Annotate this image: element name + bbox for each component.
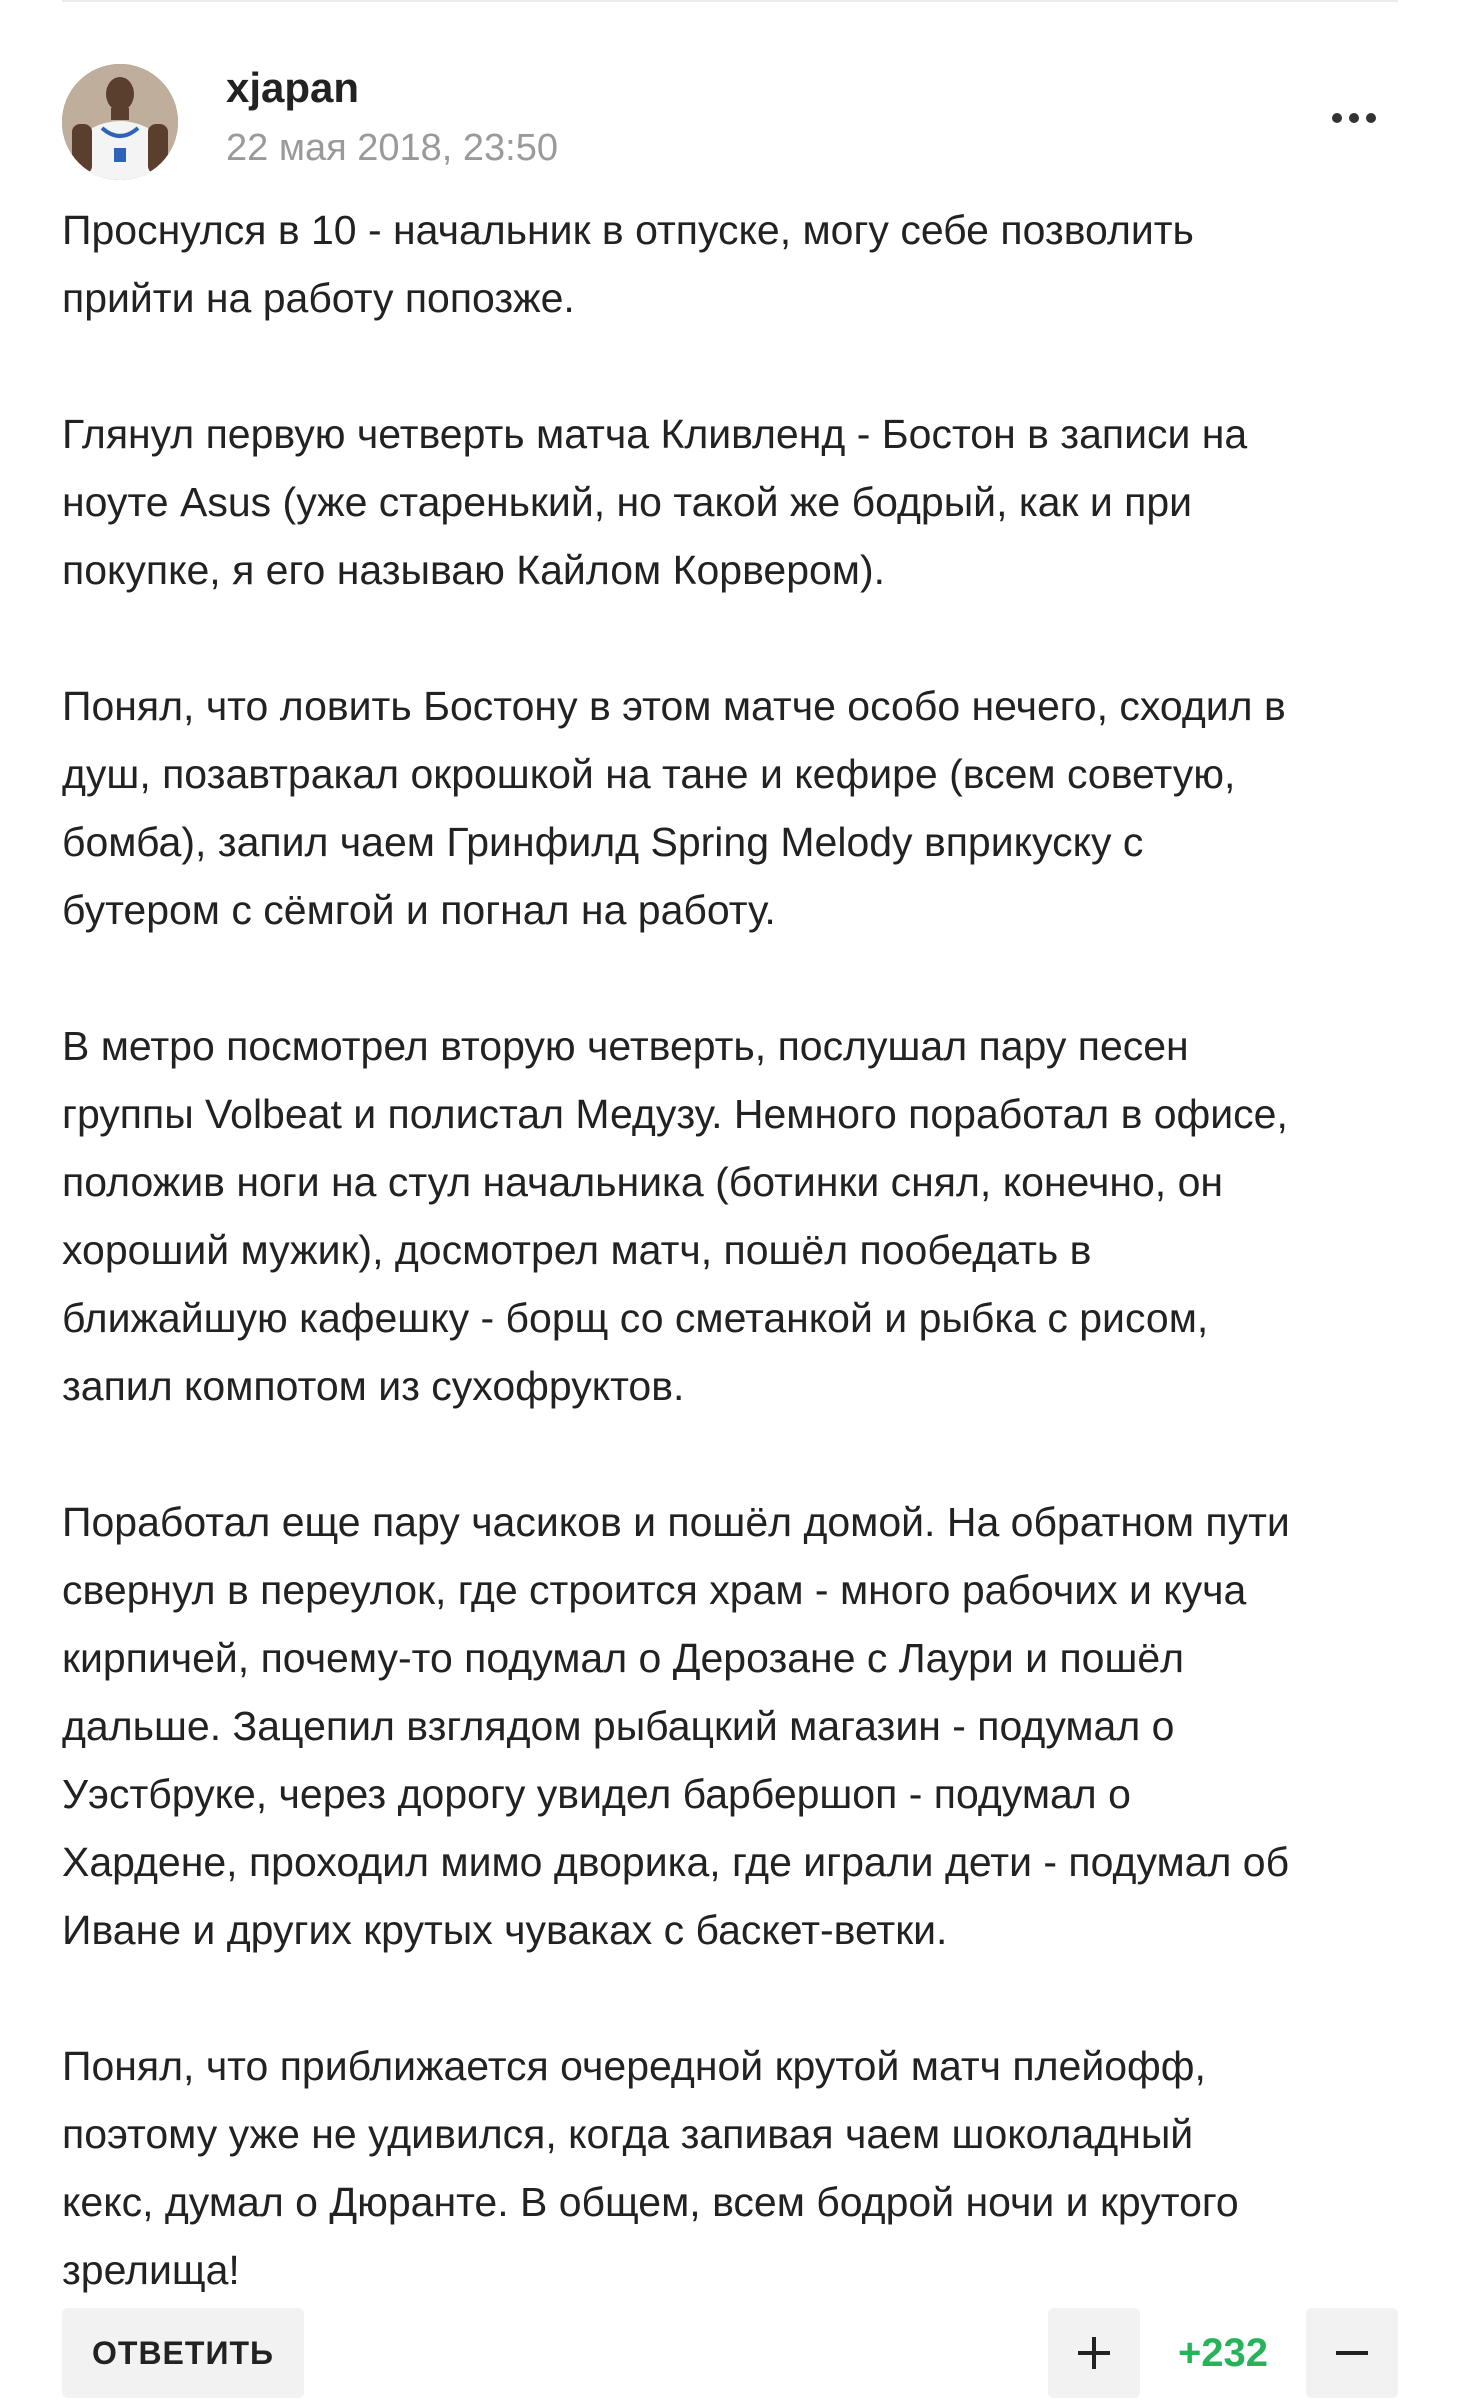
comment-paragraph: Глянул первую четверть матча Кливленд - Бостон в записи на ноуте Asus (уже старенький, но такой же бодрый, как и при покупке, я его называю Кайлом Корвером). (62, 411, 1248, 593)
reply-button[interactable]: ОТВЕТИТЬ (62, 2308, 304, 2398)
comment-paragraph: Понял, что ловить Бостону в этом матче особо нечего, сходил в душ, позавтракал окрошкой на тане и кефире (всем советую, бомба), запил чаем Гринфилд Spring Melody вприкуску с бутером с сёмгой и погнал на работу. (62, 683, 1286, 933)
comment-paragraph: В метро посмотрел вторую четверть, послушал пару песен группы Volbeat и полистал Медузу. Немного поработал в офисе, положив ноги на стул начальника (ботинки снял, конечно, он хороший мужик), досмотрел матч, пошёл пообедать в ближайшую кафешку - борщ со сметанкой и рыбка с рисом, запил компотом из сухофруктов. (62, 1023, 1288, 1409)
author-name[interactable]: xjapan (226, 64, 360, 111)
more-dot (1332, 113, 1342, 123)
vote-score: +232 (1177, 2330, 1269, 2375)
comment (62, 0, 1398, 2404)
comment-paragraph: Проснулся в 10 - начальник в отпуске, могу себе позволить прийти на работу попозже. (62, 207, 1194, 321)
plus-icon (1074, 2333, 1114, 2373)
avatar[interactable] (62, 64, 178, 180)
upvote-button[interactable] (1048, 2308, 1140, 2398)
comment-header (62, 62, 1398, 172)
downvote-button[interactable] (1306, 2308, 1398, 2398)
minus-icon (1332, 2333, 1372, 2373)
more-dot (1349, 113, 1359, 123)
more-dots-icon[interactable] (1322, 98, 1386, 138)
comment-body (62, 196, 1398, 2304)
comment-paragraph: Поработал еще пару часиков и пошёл домой. На обратном пути свернул в переулок, где строится храм - много рабочих и куча кирпичей, почему-то подумал о Дерозане с Лаури и пошёл дальше. Зацепил взглядом рыбацкий магазин - подумал о Уэстбруке, через дорогу увидел барбершоп - подумал о Хардене, проходил мимо дворика, где играли дети - подумал об Иване и других крутых чуваках с баскет-ветки. (62, 1499, 1290, 1953)
comment-date: 22 мая 2018, 23:50 (226, 127, 558, 169)
avatar-image (62, 64, 178, 180)
comment-paragraph: Понял, что приближается очередной крутой матч плейофф, поэтому уже не удивился, когда запивая чаем шоколадный кекс, думал о Дюранте. В общем, всем бодрой ночи и крутого зрелища! (62, 2043, 1239, 2293)
vote-block (1048, 2308, 1398, 2398)
more-dot (1366, 113, 1376, 123)
